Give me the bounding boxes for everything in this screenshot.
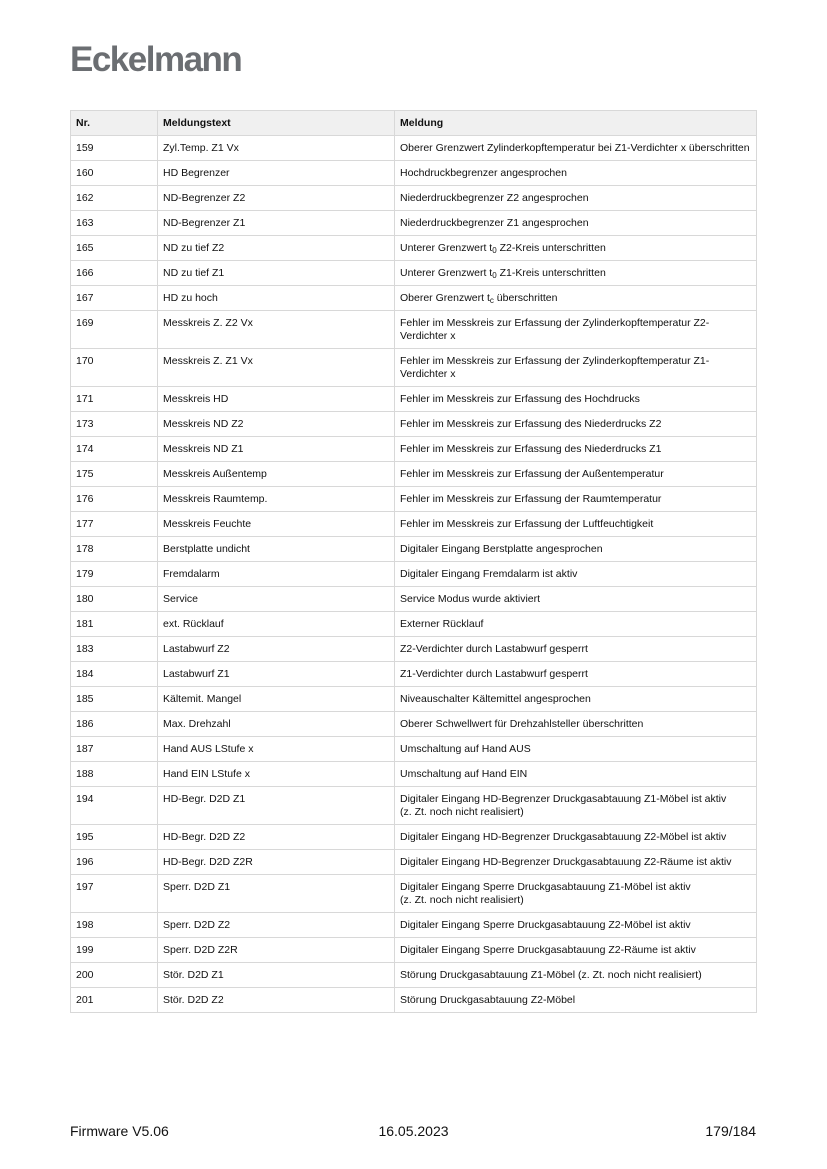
message-description: [395, 938, 757, 963]
message-description-line: Oberer Schwellwert für Drehzahlsteller überschritten: [400, 718, 644, 730]
message-description-line: Umschaltung auf Hand EIN: [400, 768, 528, 780]
table-row: [71, 988, 757, 1013]
table-row: [71, 562, 757, 587]
column-header-meldung: Meldung: [395, 111, 757, 136]
table-row: [71, 412, 757, 437]
table-row: [71, 587, 757, 612]
message-description: [395, 988, 757, 1013]
message-text: Kältemit. Mangel: [158, 687, 395, 712]
row-number: 173: [71, 412, 158, 437]
message-description: [395, 437, 757, 462]
table-row: [71, 762, 757, 787]
message-text: ext. Rücklauf: [158, 612, 395, 637]
footer-date: 16.05.2023: [378, 1123, 449, 1139]
message-description-part: Z1-Kreis unterschritten: [496, 267, 606, 279]
message-description-subscript: 0: [492, 246, 497, 255]
table-row: [71, 211, 757, 236]
table-row: [71, 938, 757, 963]
table-row: [71, 136, 757, 161]
table-row: [71, 437, 757, 462]
message-text: ND zu tief Z2: [158, 236, 395, 261]
message-description-line: Fehler im Messkreis zur Erfassung des Niederdrucks Z2: [400, 418, 662, 430]
message-text: HD-Begr. D2D Z2: [158, 825, 395, 850]
message-description-line: Externer Rücklauf: [400, 618, 484, 630]
row-number: 199: [71, 938, 158, 963]
message-table: [70, 110, 757, 1013]
row-number: 187: [71, 737, 158, 762]
message-text: Stör. D2D Z2: [158, 988, 395, 1013]
column-header-meldungstext: Meldungstext: [158, 111, 395, 136]
message-description-line: Digitaler Eingang Berstplatte angesprochen: [400, 543, 603, 555]
message-text: ND zu tief Z1: [158, 261, 395, 286]
row-number: 178: [71, 537, 158, 562]
table-row: [71, 850, 757, 875]
message-description-part: Unterer Grenzwert t: [400, 242, 493, 254]
message-text: Hand EIN LStufe x: [158, 762, 395, 787]
row-number: 175: [71, 462, 158, 487]
message-text: Service: [158, 587, 395, 612]
message-text: Messkreis Außentemp: [158, 462, 395, 487]
row-number: 160: [71, 161, 158, 186]
message-description-line: Digitaler Eingang HD-Begrenzer Druckgasabtauung Z2-Räume ist aktiv: [400, 856, 732, 868]
row-number: 174: [71, 437, 158, 462]
message-description-part: Z2-Kreis unterschritten: [496, 242, 606, 254]
message-text: Stör. D2D Z1: [158, 963, 395, 988]
table-row: [71, 687, 757, 712]
message-description: [395, 913, 757, 938]
message-text: Messkreis Feuchte: [158, 512, 395, 537]
row-number: 185: [71, 687, 158, 712]
message-description: [395, 537, 757, 562]
row-number: 166: [71, 261, 158, 286]
message-text: Messkreis ND Z2: [158, 412, 395, 437]
message-description-subscript: c: [489, 296, 494, 305]
table-header-row: [71, 111, 757, 136]
message-text: Messkreis Z. Z1 Vx: [158, 349, 395, 387]
message-description-line: (z. Zt. noch nicht realisiert): [400, 806, 524, 818]
message-description-line: Digitaler Eingang Sperre Druckgasabtauung Z1-Möbel ist aktiv: [400, 881, 691, 893]
message-description-line: Digitaler Eingang Sperre Druckgasabtauung Z2-Möbel ist aktiv: [400, 919, 691, 931]
message-description: [395, 825, 757, 850]
message-description-line: Fehler im Messkreis zur Erfassung des Hochdrucks: [400, 393, 640, 405]
message-text: HD zu hoch: [158, 286, 395, 311]
table-row: [71, 236, 757, 261]
message-description: [395, 712, 757, 737]
message-description: [395, 349, 757, 387]
message-description: [395, 587, 757, 612]
row-number: 186: [71, 712, 158, 737]
message-description-line: Service Modus wurde aktiviert: [400, 593, 541, 605]
table-row: [71, 311, 757, 349]
footer-page-number: 179/184: [705, 1123, 756, 1139]
row-number: 194: [71, 787, 158, 825]
row-number: 162: [71, 186, 158, 211]
message-text: Max. Drehzahl: [158, 712, 395, 737]
message-description: [395, 512, 757, 537]
table-row: [71, 963, 757, 988]
message-description-part: Oberer Grenzwert t: [400, 292, 490, 304]
message-description-line: Fehler im Messkreis zur Erfassung der Zylinderkopftemperatur Z1-Verdichter x: [400, 355, 710, 380]
message-description-line: Z1-Verdichter durch Lastabwurf gesperrt: [400, 668, 588, 680]
row-number: 181: [71, 612, 158, 637]
row-number: 176: [71, 487, 158, 512]
table-row: [71, 875, 757, 913]
message-text: Berstplatte undicht: [158, 537, 395, 562]
row-number: 177: [71, 512, 158, 537]
message-text: HD-Begr. D2D Z2R: [158, 850, 395, 875]
row-number: 169: [71, 311, 158, 349]
row-number: 180: [71, 587, 158, 612]
message-description-line: Digitaler Eingang HD-Begrenzer Druckgasabtauung Z2-Möbel ist aktiv: [400, 831, 727, 843]
row-number: 196: [71, 850, 158, 875]
message-description: [395, 261, 757, 286]
column-header-nr: Nr.: [71, 111, 158, 136]
message-description: [395, 211, 757, 236]
message-description: [395, 737, 757, 762]
message-text: Messkreis ND Z1: [158, 437, 395, 462]
table-row: [71, 261, 757, 286]
table-row: [71, 737, 757, 762]
table-row: [71, 286, 757, 311]
message-description-line: Störung Druckgasabtauung Z2-Möbel: [400, 994, 576, 1006]
table-row: [71, 512, 757, 537]
message-description-line: Niederdruckbegrenzer Z1 angesprochen: [400, 217, 589, 229]
row-number: 200: [71, 963, 158, 988]
message-description: [395, 136, 757, 161]
message-description-line: Fehler im Messkreis zur Erfassung der Luftfeuchtigkeit: [400, 518, 654, 530]
message-text: Fremdalarm: [158, 562, 395, 587]
message-text: ND-Begrenzer Z2: [158, 186, 395, 211]
message-description-line: (z. Zt. noch nicht realisiert): [400, 894, 524, 906]
message-description: [395, 687, 757, 712]
message-description: [395, 875, 757, 913]
table-row: [71, 787, 757, 825]
row-number: 179: [71, 562, 158, 587]
row-number: 184: [71, 662, 158, 687]
message-description-part: überschritten: [493, 292, 558, 304]
message-description: [395, 787, 757, 825]
row-number: 198: [71, 913, 158, 938]
row-number: 163: [71, 211, 158, 236]
message-text: Sperr. D2D Z2: [158, 913, 395, 938]
table-row: [71, 637, 757, 662]
message-text: Messkreis HD: [158, 387, 395, 412]
table-row: [71, 612, 757, 637]
row-number: 195: [71, 825, 158, 850]
message-text: HD-Begr. D2D Z1: [158, 787, 395, 825]
message-description-line: Fehler im Messkreis zur Erfassung der Raumtemperatur: [400, 493, 662, 505]
row-number: 188: [71, 762, 158, 787]
row-number: 167: [71, 286, 158, 311]
message-text: Sperr. D2D Z1: [158, 875, 395, 913]
message-description: [395, 487, 757, 512]
message-description-line: Oberer Grenzwert Zylinderkopftemperatur bei Z1-Verdichter x überschritten: [400, 142, 750, 154]
table-row: [71, 462, 757, 487]
table-row: [71, 913, 757, 938]
message-text: Lastabwurf Z1: [158, 662, 395, 687]
message-description-line: Fehler im Messkreis zur Erfassung der Außentemperatur: [400, 468, 664, 480]
message-description-line: Digitaler Eingang HD-Begrenzer Druckgasabtauung Z1-Möbel ist aktiv: [400, 793, 727, 805]
message-description: [395, 963, 757, 988]
message-description: [395, 186, 757, 211]
table-body: [71, 136, 757, 1013]
message-description-line: Digitaler Eingang Fremdalarm ist aktiv: [400, 568, 578, 580]
message-description-line: Niederdruckbegrenzer Z2 angesprochen: [400, 192, 589, 204]
message-description: [395, 286, 757, 311]
table-row: [71, 712, 757, 737]
message-text: Messkreis Raumtemp.: [158, 487, 395, 512]
row-number: 159: [71, 136, 158, 161]
message-description: [395, 387, 757, 412]
table-row: [71, 186, 757, 211]
message-description-line: Hochdruckbegrenzer angesprochen: [400, 167, 567, 179]
message-description-subscript: 0: [492, 271, 497, 280]
row-number: 183: [71, 637, 158, 662]
company-logo: Eckelmann: [70, 40, 242, 79]
message-description-line: Störung Druckgasabtauung Z1-Möbel (z. Zt. noch nicht realisiert): [400, 969, 702, 981]
row-number: 171: [71, 387, 158, 412]
message-text: Sperr. D2D Z2R: [158, 938, 395, 963]
row-number: 201: [71, 988, 158, 1013]
message-description-line: Fehler im Messkreis zur Erfassung des Niederdrucks Z1: [400, 443, 662, 455]
message-description-part: Unterer Grenzwert t: [400, 267, 493, 279]
row-number: 197: [71, 875, 158, 913]
message-text: ND-Begrenzer Z1: [158, 211, 395, 236]
message-description: [395, 311, 757, 349]
table-row: [71, 487, 757, 512]
message-description: [395, 850, 757, 875]
message-description: [395, 412, 757, 437]
message-description: [395, 612, 757, 637]
message-text: HD Begrenzer: [158, 161, 395, 186]
table-row: [71, 537, 757, 562]
message-description: [395, 236, 757, 261]
message-description-line: Fehler im Messkreis zur Erfassung der Zylinderkopftemperatur Z2-Verdichter x: [400, 317, 710, 342]
row-number: 165: [71, 236, 158, 261]
message-description: [395, 462, 757, 487]
message-description: [395, 662, 757, 687]
row-number: 170: [71, 349, 158, 387]
table-row: [71, 161, 757, 186]
table-row: [71, 349, 757, 387]
table-row: [71, 662, 757, 687]
message-description-line: Umschaltung auf Hand AUS: [400, 743, 531, 755]
message-text: Hand AUS LStufe x: [158, 737, 395, 762]
message-text: Lastabwurf Z2: [158, 637, 395, 662]
message-description: [395, 161, 757, 186]
message-text: Zyl.Temp. Z1 Vx: [158, 136, 395, 161]
message-description-line: Digitaler Eingang Sperre Druckgasabtauung Z2-Räume ist aktiv: [400, 944, 696, 956]
table-row: [71, 825, 757, 850]
message-text: Messkreis Z. Z2 Vx: [158, 311, 395, 349]
footer-firmware: Firmware V5.06: [70, 1123, 169, 1139]
message-description-line: Z2-Verdichter durch Lastabwurf gesperrt: [400, 643, 588, 655]
message-description: [395, 637, 757, 662]
message-description: [395, 562, 757, 587]
table-row: [71, 387, 757, 412]
message-description-line: Niveauschalter Kältemittel angesprochen: [400, 693, 591, 705]
message-description: [395, 762, 757, 787]
